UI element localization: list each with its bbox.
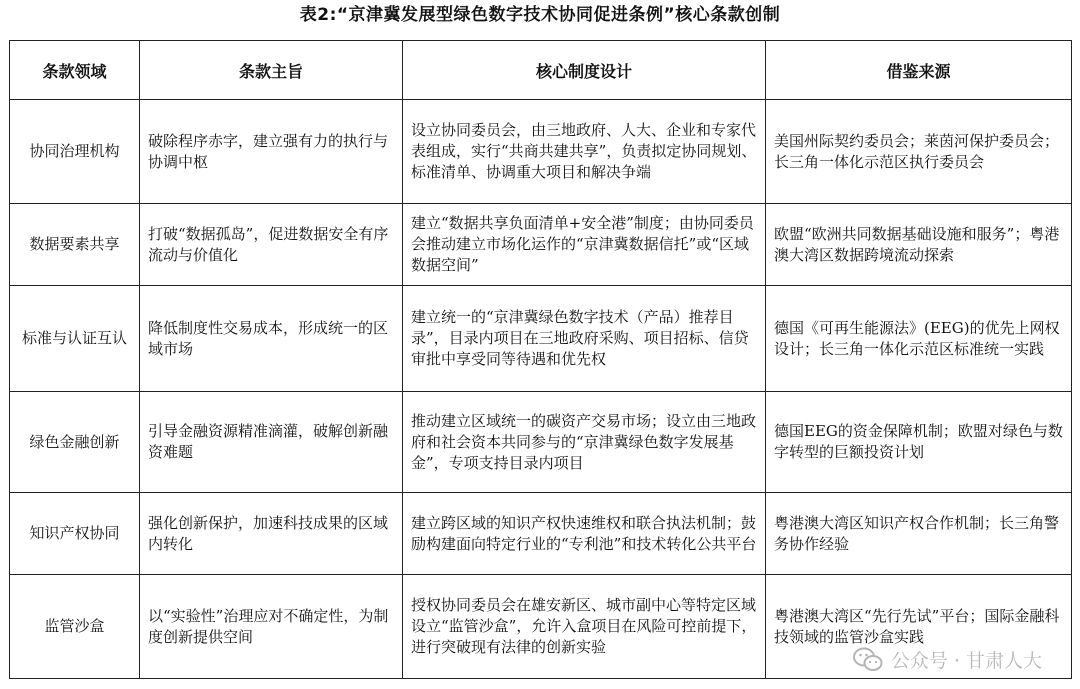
cell-area: 标准与认证互认 — [10, 286, 140, 392]
cell-source: 德国EEG的资金保障机制；欧盟对绿色与数字转型的巨额投资计划 — [766, 392, 1072, 493]
table-header-row — [10, 41, 1072, 100]
cell-purpose: 降低制度性交易成本，形成统一的区域市场 — [140, 286, 403, 392]
cell-area: 监管沙盒 — [10, 575, 140, 679]
cell-design: 授权协同委员会在雄安新区、城市副中心等特定区域设立“监管沙盒”，允许入盒项目在风险可控前提下，进行突破现有法律的创新实验 — [403, 575, 766, 679]
header-area: 条款领域 — [10, 41, 140, 100]
header-purpose: 条款主旨 — [140, 41, 403, 100]
cell-source: 美国州际契约委员会；莱茵河保护委员会；长三角一体化示范区执行委员会 — [766, 100, 1072, 204]
header-design: 核心制度设计 — [403, 41, 766, 100]
cell-design: 建立“数据共享负面清单+安全港”制度；由协同委员会推动建立市场化运作的“京津冀数据信托”或“区域数据空间” — [403, 204, 766, 286]
table-row — [10, 493, 1072, 575]
header-source: 借鉴来源 — [766, 41, 1072, 100]
table-caption: 表2:“京津冀发展型绿色数字技术协同促进条例”核心条款创制 — [299, 5, 781, 25]
clauses-table — [9, 40, 1072, 679]
cell-purpose: 强化创新保护，加速科技成果的区域内转化 — [140, 493, 403, 575]
cell-purpose: 打破“数据孤岛”，促进数据安全有序流动与价值化 — [140, 204, 403, 286]
table-row — [10, 286, 1072, 392]
table-row — [10, 392, 1072, 493]
table-row — [10, 100, 1072, 204]
cell-area: 绿色金融创新 — [10, 392, 140, 493]
cell-source: 德国《可再生能源法》(EEG)的优先上网权设计；长三角一体化示范区标准统一实践 — [766, 286, 1072, 392]
cell-area: 知识产权协同 — [10, 493, 140, 575]
cell-source: 粤港澳大湾区“先行先试”平台；国际金融科技领域的监管沙盒实践 — [766, 575, 1072, 679]
cell-design: 建立跨区域的知识产权快速维权和联合执法机制；鼓励构建面向特定行业的“专利池”和技术转化公共平台 — [403, 493, 766, 575]
cell-area: 协同治理机构 — [10, 100, 140, 204]
cell-design: 推动建立区域统一的碳资产交易市场；设立由三地政府和社会资本共同参与的“京津冀绿色数字发展基金”，专项支持目录内项目 — [403, 392, 766, 493]
cell-purpose: 引导金融资源精准滴灌，破解创新融资难题 — [140, 392, 403, 493]
cell-source: 欧盟“欧洲共同数据基础设施和服务”；粤港澳大湾区数据跨境流动探索 — [766, 204, 1072, 286]
watermark-text: 公众号 · 甘肃人大 — [890, 650, 1042, 672]
cell-design: 设立协同委员会，由三地政府、人大、企业和专家代表组成，实行“共商共建共享”，负责拟定协同规划、标准清单、协调重大项目和解决争端 — [403, 100, 766, 204]
table-row — [10, 204, 1072, 286]
cell-purpose: 以“实验性”治理应对不确定性，为制度创新提供空间 — [140, 575, 403, 679]
cell-design: 建立统一的“京津冀绿色数字技术（产品）推荐目录”，目录内项目在三地政府采购、项目招标、信贷审批中享受同等待遇和优先权 — [403, 286, 766, 392]
cell-source: 粤港澳大湾区知识产权合作机制；长三角警务协作经验 — [766, 493, 1072, 575]
cell-area: 数据要素共享 — [10, 204, 140, 286]
table-row — [10, 575, 1072, 679]
cell-purpose: 破除程序赤字，建立强有力的执行与协调中枢 — [140, 100, 403, 204]
